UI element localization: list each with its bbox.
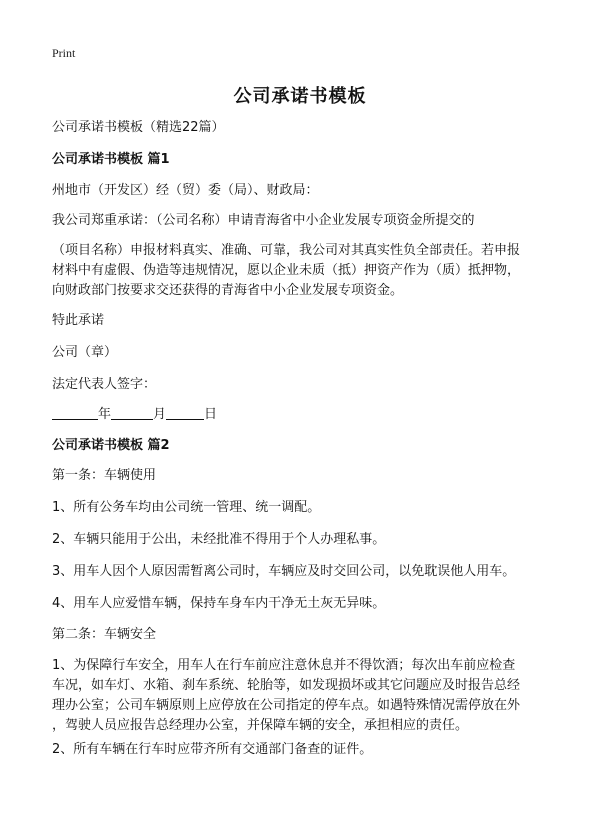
safety-paragraph bbox=[52, 656, 552, 736]
signature-line: 法定代表人签字： bbox=[52, 377, 157, 392]
body-line: 理办公室；公司车辆原则上应停放在公司指定的停车点。如遇特殊情况需停放在外 bbox=[52, 698, 521, 713]
body-line: 1、为保障行车安全，用车人在行车前应注意休息并不得饮酒；每次出车前应检查 bbox=[52, 658, 516, 673]
year-blank bbox=[52, 405, 98, 420]
body-line: （项目名称）申报材料真实、准确、可靠，我公司对其真实性负全部责任。若申报 bbox=[52, 243, 521, 258]
section-heading-1: 公司承诺书模板 篇1 bbox=[52, 152, 170, 167]
month-blank bbox=[111, 405, 153, 420]
closing-line: 特此承诺 bbox=[52, 313, 105, 328]
commitment-body bbox=[52, 241, 552, 301]
body-line: 车况，如车灯、水箱、刹车系统、轮胎等，如发现损坏或其它问题应及时报告总经 bbox=[52, 678, 521, 693]
list-item: 2、车辆只能用于公出，未经批准不得用于个人办理私事。 bbox=[52, 532, 386, 547]
list-item: 2、所有车辆在行车时应带齐所有交通部门备查的证件。 bbox=[52, 742, 373, 757]
body-line: ，驾驶人员应报告总经理办公室，并保障车辆的安全，承担相应的责任。 bbox=[52, 718, 469, 733]
month-label: 月 bbox=[153, 407, 167, 422]
date-line bbox=[52, 405, 550, 425]
list-item: 4、用车人应爱惜车辆，保持车身车内干净无土灰无异味。 bbox=[52, 596, 386, 611]
company-seal-line: 公司（章） bbox=[52, 345, 118, 360]
document-subtitle: 公司承诺书模板（精选22篇） bbox=[52, 120, 225, 135]
day-label: 日 bbox=[204, 407, 218, 422]
body-line: 材料中有虚假、伪造等违规情况，愿以企业未质（抵）押资产作为（质）抵押物， bbox=[52, 263, 521, 278]
recipient-line: 州地市（开发区）经（贸）委（局）、财政局： bbox=[52, 183, 319, 198]
article-title: 第一条：车辆使用 bbox=[52, 468, 157, 483]
section-heading-2: 公司承诺书模板 篇2 bbox=[52, 438, 170, 453]
page-title: 公司承诺书模板 bbox=[233, 86, 367, 107]
article-title: 第二条：车辆安全 bbox=[52, 627, 157, 642]
year-label: 年 bbox=[98, 407, 112, 422]
list-item: 3、用车人因个人原因需暂离公司时，车辆应及时交回公司，以免耽误他人用车。 bbox=[52, 564, 516, 579]
day-blank bbox=[166, 405, 204, 420]
commitment-intro: 我公司郑重承诺：（公司名称）申请青海省中小企业发展专项资金所提交的 bbox=[52, 213, 475, 228]
body-line: 向财政部门按要求交还获得的青海省中小企业发展专项资金。 bbox=[52, 283, 404, 298]
print-link[interactable]: Print bbox=[52, 46, 76, 60]
list-item: 1、所有公务车均由公司统一管理、统一调配。 bbox=[52, 500, 321, 515]
